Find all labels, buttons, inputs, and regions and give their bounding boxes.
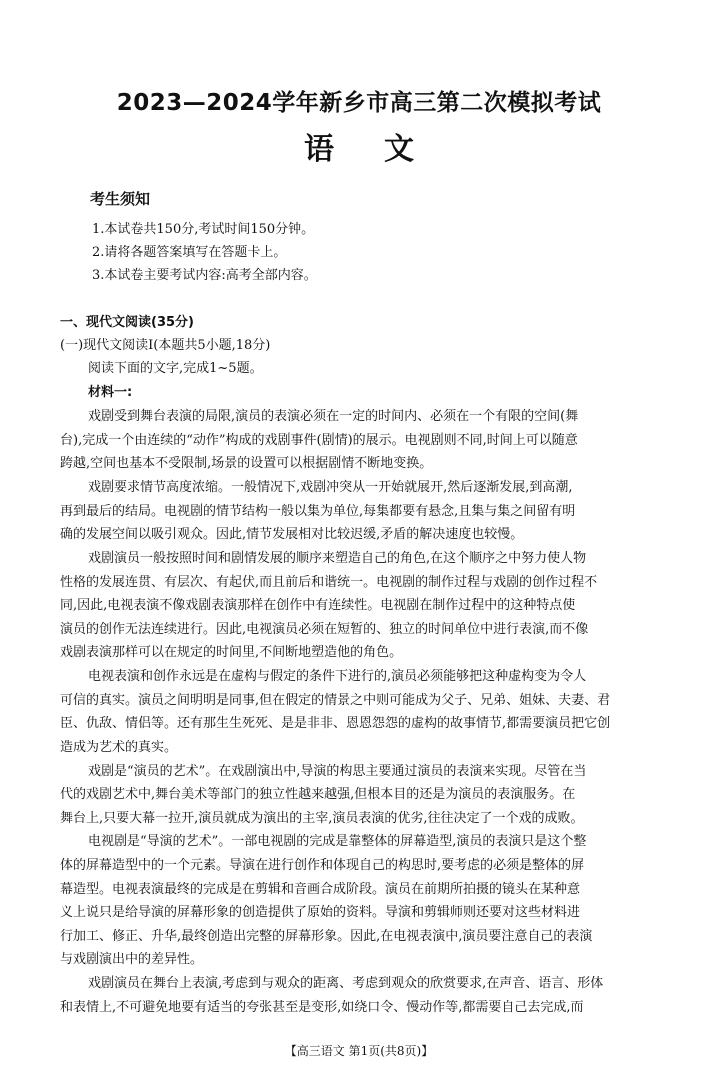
passage-line: 与戏剧演出中的差异性。 [60, 952, 204, 967]
passage-line: 电视剧是“导演的艺术”。一部电视剧的完成是靠整体的屏幕造型,演员的表演只是这个整 [88, 834, 587, 849]
passage-line: 戏剧演员一般按照时间和剧情发展的顺序来塑造自己的角色,在这个顺序之中努力使人物 [88, 551, 587, 566]
subject-title: 语文 [304, 132, 464, 167]
notice-item: 1.本试卷共150分,考试时间150分钟。 [92, 222, 315, 237]
passage-line: 造成为艺术的真实。 [60, 740, 178, 755]
passage-line: 戏剧受到舞台表演的局限,演员的表演必须在一定的时间内、必须在一个有限的空间(舞 [88, 409, 579, 424]
passage-line: 台),完成一个由连续的“动作”构成的戏剧事件(剧情)的展示。电视剧则不同,时间上可以随意 [60, 433, 578, 448]
subsection-heading: (一)现代文阅读Ⅰ(本题共5小题,18分) [60, 338, 271, 353]
reading-instruction: 阅读下面的文字,完成1~5题。 [88, 361, 263, 376]
passage-line: 体的屏幕造型中的一个元素。导演在进行创作和体现自己的构思时,要考虑的必须是整体的屏 [60, 858, 585, 873]
passage-line: 再到最后的结局。电视剧的情节结构一般以集为单位,每集都要有悬念,且集与集之间留有明 [60, 504, 576, 519]
material-label: 材料一: [88, 385, 133, 400]
passage-line: 行加工、修正、升华,最终创造出完整的屏幕形象。因此,在电视表演中,演员要注意自己的表演 [60, 929, 593, 944]
passage-line: 臣、仇敌、情侣等。还有那生生死死、是是非非、恩恩怨怨的虚构的故事情节,都需要演员把它创 [60, 716, 611, 731]
passage-line: 代的戏剧艺术中,舞台美术等部门的独立性越来越强,但根本目的还是为演员的表演服务。在 [60, 787, 576, 802]
passage-line: 幕造型。电视表演最终的完成是在剪辑和音画合成阶段。演员在前期所拍摄的镜头在某种意 [60, 882, 581, 897]
passage-line: 戏剧要求情节高度浓缩。一般情况下,戏剧冲突从一开始就展开,然后逐渐发展,到高潮, [88, 480, 573, 495]
passage-line: 确的发展空间以吸引观众。因此,情节发展相对比较迟缓,矛盾的解决速度也较慢。 [60, 527, 524, 542]
passage-line: 性格的发展连贯、有层次、有起伏,而且前后和谐统一。电视剧的制作过程与戏剧的创作过程不 [60, 575, 598, 590]
passage-line: 舞台上,只要大幕一拉开,演员就成为演出的主宰,演员表演的优劣,往往决定了一个戏的成败。 [60, 811, 584, 826]
passage-line: 和表情上,不可避免地要有适当的夸张甚至是变形,如绕口令、慢动作等,都需要自己去完成,而 [60, 1000, 584, 1015]
passage-line: 戏剧演员在舞台上表演,考虑到与观众的距离、考虑到观众的欣赏要求,在声音、语言、形体 [88, 976, 604, 991]
passage-line: 义上说只是给导演的屏幕形象的创造提供了原始的资料。导演和剪辑师则还要对这些材料进 [60, 905, 581, 920]
passage-line: 跨越,空间也基本不受限制,场景的设置可以根据剧情不断地变换。 [60, 456, 433, 471]
section-heading: 一、现代文阅读(35分) [60, 315, 194, 330]
page-footer: 【高三语文 第1页(共8页)】 [284, 1044, 434, 1058]
passage-line: 戏剧表演那样可以在规定的时间里,不间断地塑造他的角色。 [60, 645, 403, 660]
passage-line: 同,因此,电视表演不像戏剧表演那样在创作中有连续性。电视剧在制作过程中的这种特点使 [60, 598, 576, 613]
exam-title: 2023—2024学年新乡市高三第二次模拟考试 [116, 90, 602, 116]
passage-line: 演员的创作无法连续进行。因此,电视演员必须在短暂的、独立的时间单位中进行表演,而不像 [60, 622, 589, 637]
notice-item: 3.本试卷主要考试内容:高考全部内容。 [92, 268, 317, 283]
passage-line: 戏剧是“演员的艺术”。在戏剧演出中,导演的构思主要通过演员的表演来实现。尽管在当 [88, 764, 587, 779]
notice-heading: 考生须知 [90, 190, 151, 208]
passage-line: 电视表演和创作永远是在虚构与假定的条件下进行的,演员必须能够把这种虚构变为令人 [88, 669, 587, 684]
notice-item: 2.请将各题答案填写在答题卡上。 [92, 245, 287, 260]
passage-line: 可信的真实。演员之间明明是同事,但在假定的情景之中则可能成为父子、兄弟、姐妹、夫妻、君 [60, 693, 611, 708]
